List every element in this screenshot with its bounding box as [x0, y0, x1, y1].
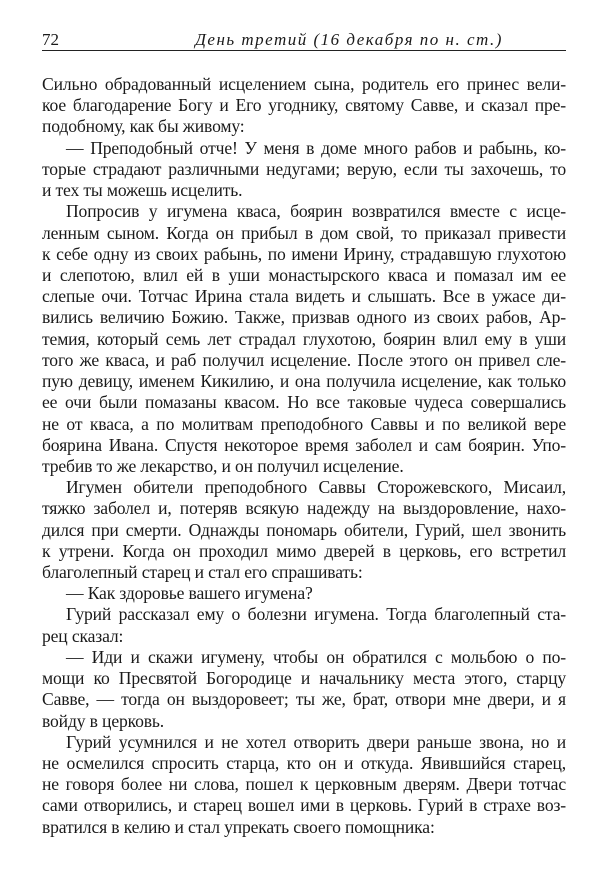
text-line: кое благодарение Богу и Его угоднику, святому Савве, и сказал пре-	[42, 95, 566, 116]
text-line: подобному, как бы живому:	[42, 116, 245, 137]
text-line: ленным сыном. Когда он прибыл в дом свой, то приказал привести	[42, 222, 566, 243]
text-line: тяжко заболел и, потеряв всякую надежду на выздоровление, нахо-	[42, 498, 566, 519]
text-line: — Как здоровье вашего игумена?	[66, 583, 313, 604]
paragraph	[42, 201, 566, 477]
text-line: требив то же лекарство, и он получил исцеление.	[42, 455, 404, 476]
text-line: — Иди и скажи игумену, чтобы он обратился с мольбою о по-	[66, 646, 566, 667]
text-line: вратился в келию и стал упрекать своего помощника:	[42, 816, 435, 837]
text-line: Гурий рассказал ему о болезни игумена. Тогда благолепный ста-	[66, 604, 566, 625]
paragraph	[42, 732, 566, 838]
text-line: войду в церковь.	[42, 710, 165, 731]
text-line: боярина Ивана. Спустя некоторое время заболел и сам боярин. Упо-	[42, 434, 566, 455]
text-line: ее очи были помазаны квасом. Но все таковые чудеса совершались	[42, 392, 566, 413]
text-line: Попросив у игумена кваса, боярин возвратился вместе с исце-	[66, 201, 566, 222]
text-line: благолепный старец и стал его спрашивать:	[42, 562, 363, 583]
page-number: 72	[42, 30, 59, 49]
text-line: слепые очи. Тотчас Ирина стала видеть и слышать. Все в ужасе ди-	[42, 286, 566, 307]
text-line: и слепотою, влил ей в уши монастырского кваса и помазал им ее	[42, 264, 566, 285]
paragraph	[42, 477, 566, 583]
text-line: — Преподобный отче! У меня в доме много рабов и рабынь, ко-	[66, 137, 566, 158]
text-line: вились величию Божию. Также, призвав одного из своих рабов, Ар-	[42, 307, 566, 328]
text-line: не говоря более ни слова, пошел к церковным дверям. Двери тотчас	[42, 774, 566, 795]
text-line: не от кваса, а по молитвам преподобного Саввы и по великой вере	[42, 413, 566, 434]
text-line: Савве, — тогда он выздоровеет; ты же, брат, отвори мне двери, и я	[42, 689, 566, 710]
text-line: темия, который семь лет страдал глухотою, боярин влил ему в уши	[42, 328, 566, 349]
text-line: рец сказал:	[42, 625, 124, 646]
text-line: того же кваса, и раб получил исцеление. После этого он привел сле-	[42, 349, 566, 370]
text-line: не осмелился спросить старца, кто он и откуда. Явившийся старец,	[42, 753, 566, 773]
paragraph	[42, 138, 566, 202]
text-line: и тех ты можешь исцелить.	[42, 180, 243, 201]
text-line: мощи ко Пресвятой Богородице и начальнику места этого, старцу	[42, 668, 566, 689]
paragraph	[42, 604, 566, 646]
text-line: к утрени. Когда он проходил мимо дверей в церковь, его встретил	[42, 540, 566, 561]
page-body	[42, 74, 566, 838]
text-line: торые страдают различными недугами; верую, если ты захочешь, то	[42, 158, 566, 179]
text-line: дился при смерти. Однажды пономарь обители, Гурий, шел звонить	[42, 519, 566, 540]
paragraph	[42, 647, 566, 732]
running-title: День третий (16 декабря по н. ст.)	[195, 30, 503, 49]
page-header	[42, 28, 566, 51]
text-line: Сильно обрадованный исцелением сына, родитель его принес вели-	[42, 74, 566, 94]
text-line: сами отворились, и старец вошел ими в церковь. Гурий в страхе воз-	[42, 795, 566, 816]
text-line: к себе одну из своих рабынь, по имени Ирину, страдавшую глухотою	[42, 243, 566, 264]
paragraph	[42, 583, 566, 604]
text-line: Игумен обители преподобного Саввы Сторожевского, Мисаил,	[66, 477, 566, 498]
text-line: Гурий усумнился и не хотел отворить двери раньше звона, но и	[66, 731, 566, 752]
text-line: пую девицу, именем Кикилию, и она получила исцеление, как только	[42, 371, 566, 392]
paragraph	[42, 74, 566, 138]
